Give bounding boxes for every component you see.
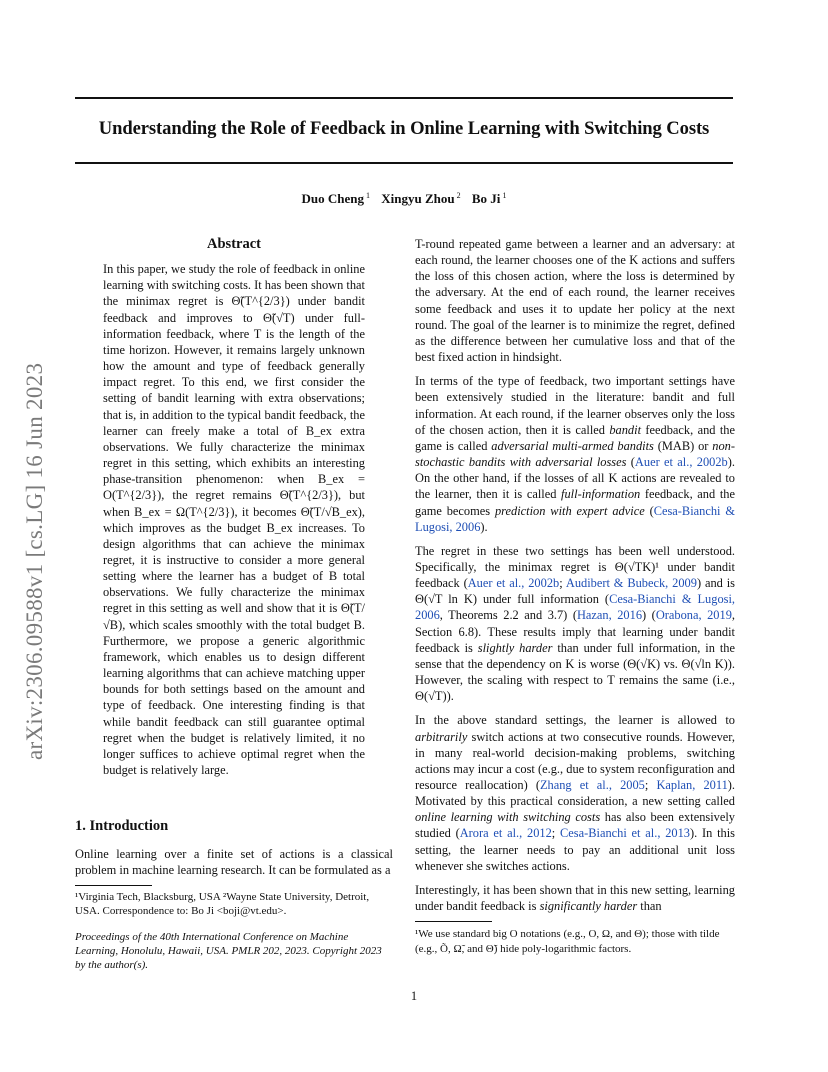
title-rule-top	[75, 97, 733, 99]
abstract-heading: Abstract	[207, 236, 261, 252]
citation-link[interactable]: Hazan, 2016	[576, 608, 643, 623]
citation-link[interactable]: Arora et al., 2012	[459, 826, 552, 841]
author-list	[75, 191, 733, 207]
intro-paragraph: In the above standard settings, the learner is allowed to arbitrarily switch actions at two consecutive rounds. However, in many real-world decision-making problems, switching actions may incur a cost (e.g., due to system reconfiguration and resource reallocation) (Zhang et al., 2005; Kaplan, 2011). Motivated by this practical consideration, a new setting called online learning with switching costs has also been extensively studied (Arora et al., 2012; Cesa-Bianchi et al., 2013). In this setting, the learner needs to pay an additional unit loss whenever she switches actions.	[415, 713, 735, 873]
citation-link[interactable]: Orabona, 2019	[655, 608, 732, 623]
footnote-rule	[415, 921, 492, 922]
author-name: Bo Ji $^1$	[471, 191, 507, 206]
intro-paragraph: T-round repeated game between a learner and an adversary: at each round, the learner chooses one of the K actions and suffers the loss of this chosen action, where the loss is determined by the adversary. At the end of each round, the learner receives some feedback and uses it to update her policy at the next round. The goal of the learner is to minimize the regret, defined as the difference between her cumulative loss and that of the best fixed action in hindsight.	[415, 237, 735, 365]
intro-paragraph: The regret in these two settings has been well understood. Specifically, the minimax regret is Θ(√TK)¹ under bandit feedback (Auer et al., 2002b; Audibert & Bubeck, 2009) and is Θ(√T ln K) under full information (Cesa-Bianchi & Lugosi, 2006, Theorems 2.2 and 3.7) (Hazan, 2016) (Orabona, 2019, Section 6.8). These results imply that learning under bandit feedback is slightly harder than under full information, in the sense that the dependency on K is worse (Θ(√K) vs. Θ(√ln K)). However, the scaling with respect to T remains the same (i.e., Θ(√T)).	[415, 543, 736, 704]
intro-paragraph: In terms of the type of feedback, two important settings have been extensively studied in the literature: bandit and full information. At each round, if the learner observes only the loss of the chosen action, then it is called bandit feedback, and the game is called adversarial multi-armed bandits (MAB) or non-stochastic bandits with adversarial losses (Auer et al., 2002b). On the other hand, if the losses of all K actions are revealed to the learner, then it is called full-information feedback, and the game becomes prediction with expert advice (Cesa-Bianchi & Lugosi, 2006).	[415, 374, 735, 534]
page-number: 1	[410, 989, 418, 1003]
citation-link[interactable]: Kaplan, 2011	[656, 778, 728, 792]
citation-link[interactable]: Cesa-Bianchi & Lugosi, 2006	[415, 503, 735, 534]
intro-paragraph: Online learning over a finite set of actions is a classical problem in machine learning research. It can be formulated as a	[75, 847, 393, 878]
proceedings-note: Proceedings of the 40th International Conference on Machine Learning, Honolulu, Hawaii, USA. PMLR 202, 2023. Copyright 2023 by the author(s).	[75, 931, 382, 971]
left-column	[75, 236, 393, 778]
citation-link[interactable]: Auer et al., 2002b	[634, 455, 728, 470]
citation-link[interactable]: Cesa-Bianchi & Lugosi, 2006	[415, 592, 735, 623]
citation-link[interactable]: Audibert & Bubeck, 2009	[565, 576, 697, 591]
citation-link[interactable]: Auer et al., 2002b	[467, 576, 560, 591]
arxiv-identifier-stamp: arXiv:2306.09588v1 [cs.LG] 16 Jun 2023	[22, 362, 47, 760]
footnote-notation: ¹We use standard big O notations (e.g., O, Ω, and Θ); those with tilde (e.g., Õ, Ω̃, and Θ̃) hide poly-logarithmic factors.	[415, 928, 720, 955]
author-name: Xingyu Zhou $^2$	[381, 191, 461, 206]
intro-paragraph: Interestingly, it has been shown that in this new setting, learning under bandit feedback is significantly harder than	[415, 882, 735, 914]
author-name: Duo Cheng $^1$	[301, 191, 371, 206]
footnote-rule	[75, 885, 152, 886]
paper-title: Understanding the Role of Feedback in Online Learning with Switching Costs	[98, 118, 710, 139]
title-rule-bottom	[75, 162, 733, 164]
abstract-body: In this paper, we study the role of feedback in online learning with switching costs. It has been shown that the minimax regret is Θ̃(T^{2/3}) under bandit feedback and improves to Θ̃(√T) under full-information feedback, where T is the length of the time horizon. However, it remains largely unknown how the amount and type of feedback generally impact regret. To this end, we first consider the setting of bandit learning with extra observations; that is, in addition to the typical bandit feedback, the learner can freely make a total of B_ex extra observations. We fully characterize the minimax regret in this setting, which exhibits an interesting phase-transition phenomenon: when B_ex = O(T^{2/3}), the regret remains Θ̃(T^{2/3}), but when B_ex = Ω(T^{2/3}), it becomes Θ̃(T/√B_ex), which improves as the budget B_ex increases. To design algorithms that can achieve the minimax regret, it is instructive to consider a more general setting where the learner has a budget of B total observations. We fully characterize the minimax regret in this setting as well and show that it is Θ̃(T/√B), which scales smoothly with the total budget B. Furthermore, we propose a generic algorithmic framework, which enables us to design different learning algorithms that can achieve matching upper bounds for both settings based on the amount and type of feedback. One interesting finding is that while bandit feedback can still guarantee optimal regret when the budget is relatively limited, it no longer suffices to achieve optimal regret when the budget is relatively large.	[103, 262, 365, 777]
section-heading-introduction: 1. Introduction	[75, 818, 169, 834]
right-column	[415, 236, 735, 922]
author-affiliations: ¹Virginia Tech, Blacksburg, USA ²Wayne State University, Detroit, USA. Correspondence to: Bo Ji <boji@vt.edu>.	[75, 891, 370, 917]
citation-link[interactable]: Zhang et al., 2005	[539, 778, 645, 792]
citation-link[interactable]: Cesa-Bianchi et al., 2013	[560, 826, 690, 841]
